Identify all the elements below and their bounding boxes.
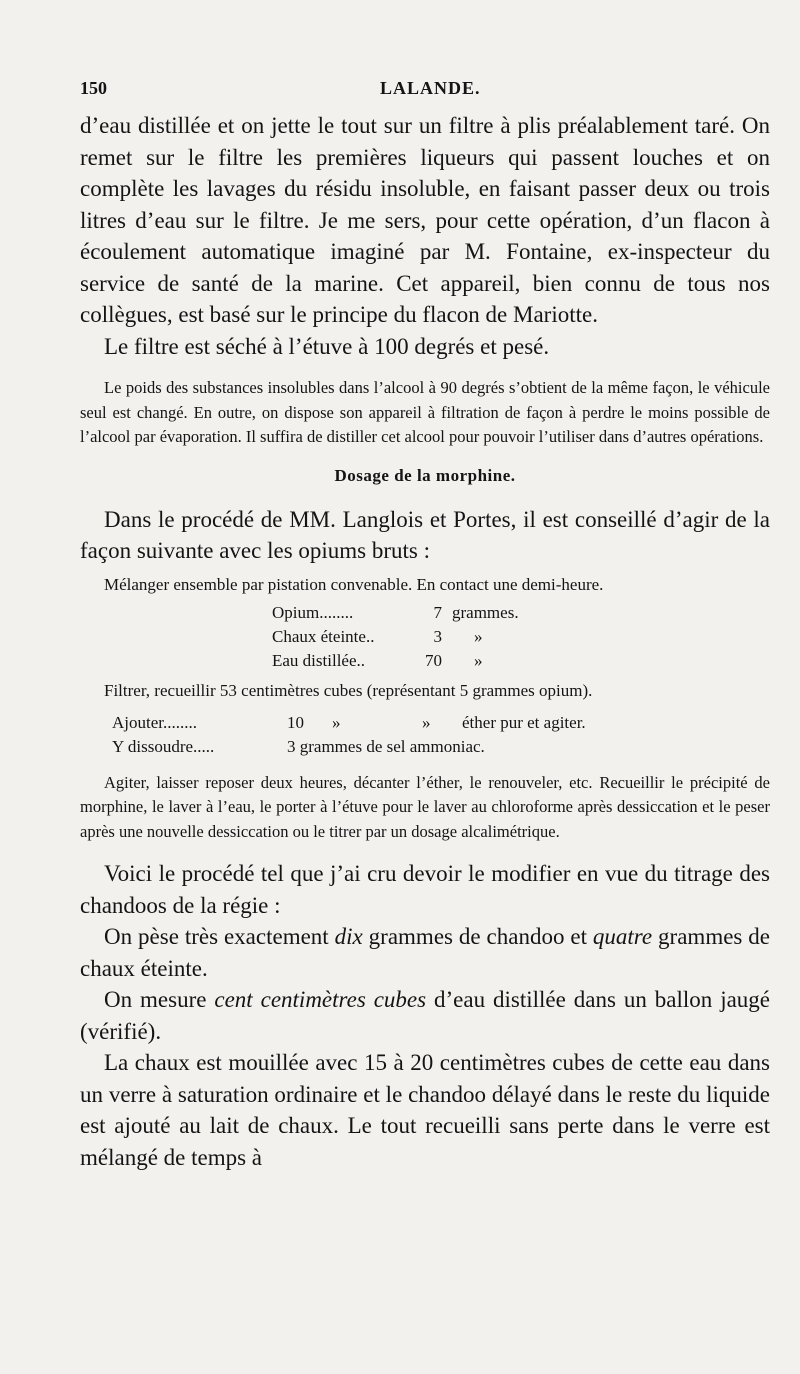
emphasis-dix: dix (334, 924, 363, 949)
ingredient-row (272, 625, 519, 649)
paragraph-5 (80, 921, 770, 984)
ingredient-row (272, 649, 519, 673)
text-run: d’eau distillée dans un ballon jaugé (vérifié). (80, 987, 771, 1044)
text-run: grammes de chaux éteinte. (80, 924, 771, 981)
note-paragraph-1: Le poids des substances insolubles dans l’alcool à 90 degrés s’obtient de la même façon, le véhicule seul est changé. En outre, on dispose son appareil à filtration de façon à perdre le moins possible de l’alcool par évaporation. Il suffira de distiller cet alcool pour pouvoir l’utiliser dans d’autres opérations. (80, 378, 770, 446)
ingredient-row (272, 601, 519, 625)
page-header (80, 72, 770, 102)
add-qty: 10 (287, 712, 304, 732)
paragraph-4: Voici le procédé tel que j’ai cru devoir le modifier en vue du titrage des chandoos de la régie : (80, 861, 770, 918)
ingredient-unit: » (474, 650, 483, 670)
page-number: 150 (80, 78, 107, 98)
recipe-filter: Filtrer, recueillir 53 centimètres cubes (représentant 5 grammes opium). (104, 680, 593, 700)
ingredient-name: Chaux éteinte.. (272, 626, 375, 646)
ingredient-qty: 3 (433, 626, 442, 646)
text-run: On mesure (104, 987, 215, 1012)
add-text: éther pur et agiter. (462, 712, 586, 732)
ingredient-qty: 7 (433, 602, 442, 622)
emphasis-volume: cent centimètres cubes (214, 987, 427, 1012)
ingredients-table (272, 601, 519, 673)
book-page (80, 72, 771, 1170)
dissolve-label: Y dissoudre..... (112, 736, 215, 756)
ingredient-unit: » (474, 626, 483, 646)
recipe-dissolve-line (112, 735, 770, 759)
ingredient-qty: 70 (425, 650, 442, 670)
ingredient-name: Eau distillée.. (272, 650, 366, 670)
section-title: Dosage de la morphine. (334, 465, 516, 485)
paragraph-1: d’eau distillée et on jette le tout sur un filtre à plis préalablement taré. On remet sur le filtre les premières liqueurs qui passent louches et on complète les lavages du résidu insoluble, en faisant passer deux ou trois litres d’eau sur le filtre. Je me sers, pour cette opération, d’un flacon à écoulement automatique imaginé par M. Fontaine, ex-inspecteur du service de santé de la marine. Cet appareil, bien connu de tous nos collègues, est basé sur le principe du flacon de Mariotte. (80, 113, 770, 327)
ditto-mark: » (332, 712, 341, 732)
paragraph-7: La chaux est mouillée avec 15 à 20 centimètres cubes de cette eau dans un verre à saturation ordinaire et le chandoo délayé dans le reste du liquide est ajouté au lait de chaux. Le tout recueilli sans perte dans le verre est mélangé de temps à (80, 1050, 770, 1170)
add-label: Ajouter........ (112, 712, 197, 732)
running-title: LALANDE. (380, 78, 481, 98)
text-run: grammes de chandoo et (362, 924, 593, 949)
ingredient-name: Opium........ (272, 602, 354, 622)
recipe-intro: Mélanger ensemble par pistation convenable. En contact une demi-heure. (104, 574, 604, 594)
paragraph-2: Le filtre est séché à l’étuve à 100 degrés et pesé. (104, 333, 550, 359)
recipe-add-line (112, 711, 770, 735)
recipe-block (80, 573, 770, 759)
body-text (80, 110, 770, 1173)
emphasis-quatre: quatre (592, 924, 653, 949)
text-run: On pèse très exactement (104, 924, 335, 949)
dissolve-text: 3 grammes de sel ammoniac. (287, 736, 485, 756)
paragraph-6 (80, 984, 770, 1047)
ditto-mark: » (422, 712, 431, 732)
paragraph-3: Dans le procédé de MM. Langlois et Portes, il est conseillé d’agir de la façon suivante avec les opiums bruts : (80, 506, 770, 563)
note-paragraph-2: Agiter, laisser reposer deux heures, décanter l’éther, le renouveler, etc. Recueillir le précipité de morphine, le laver à l’eau, le porter à l’étuve pour le laver au chloroforme après dessiccation et le peser après une nouvelle dessiccation ou le titrer par un dosage alcalimétrique. (80, 772, 770, 841)
ingredient-unit: grammes. (452, 602, 519, 622)
